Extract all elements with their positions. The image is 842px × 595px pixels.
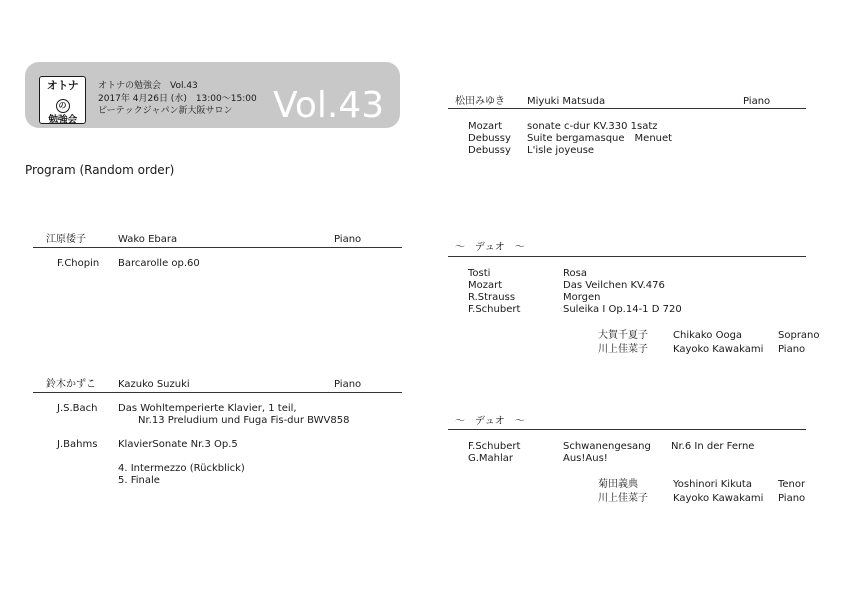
- piece-title: Schwanengesang: [563, 441, 651, 452]
- piece-title: Suleika I Op.14-1 D 720: [563, 304, 682, 315]
- section-divider: [448, 108, 806, 109]
- volume-number: Vol.43: [273, 85, 385, 126]
- performer-instrument: Piano: [334, 234, 362, 245]
- composer: F.Schubert: [468, 441, 521, 452]
- performer-name-jp: 菊田義典: [598, 479, 638, 490]
- composer: F.Schubert: [468, 304, 521, 315]
- composer: G.Mahlar: [468, 453, 514, 464]
- event-date: 2017年 4月26日 (水) 13:00～15:00: [98, 93, 257, 104]
- performer-name-en: Chikako Ooga: [673, 330, 743, 341]
- piece-title: Das Wohltemperierte Klavier, 1 teil,: [118, 403, 297, 414]
- piece-detail: Nr.6 In der Ferne: [671, 441, 755, 452]
- logo-text-3: 勉強会: [48, 115, 77, 126]
- performer-name-jp: 川上佳菜子: [598, 493, 648, 504]
- piece-title: Aus!Aus!: [563, 453, 608, 464]
- movement: 4. Intermezzo (Rückblick): [118, 463, 245, 474]
- performer-name-en: Wako Ebara: [118, 234, 178, 245]
- composer: Mozart: [468, 121, 503, 132]
- performer-name-jp: 鈴木かずこ: [46, 379, 96, 390]
- piece-detail: Nr.13 Preludium und Fuga Fis-dur BWV858: [138, 415, 350, 426]
- composer: Mozart: [468, 280, 503, 291]
- duo-heading: ～ デュオ ～: [455, 416, 525, 427]
- duo-heading: ～ デュオ ～: [455, 242, 525, 253]
- composer: Debussy: [468, 145, 511, 156]
- composer: Debussy: [468, 133, 511, 144]
- performer-part: Piano: [778, 344, 806, 355]
- header-banner: [25, 62, 400, 128]
- performer-name-en: Miyuki Matsuda: [527, 96, 606, 107]
- section-divider: [33, 247, 402, 248]
- piece-title: KlavierSonate Nr.3 Op.5: [118, 439, 238, 450]
- performer-part: Soprano: [778, 330, 820, 341]
- event-name: オトナの勉強会 Vol.43: [98, 81, 198, 91]
- performer-name-en: Kayoko Kawakami: [673, 344, 764, 355]
- piece-title: sonate c-dur KV.330 1satz: [527, 121, 658, 132]
- movement: 5. Finale: [118, 475, 160, 486]
- performer-name-en: Yoshinori Kikuta: [673, 479, 752, 490]
- performer-name-en: Kayoko Kawakami: [673, 493, 764, 504]
- piece-title: Das Veilchen KV.476: [563, 280, 665, 291]
- logo-text-1: オトナ: [46, 79, 79, 92]
- piece-title: Suite bergamasque Menuet: [527, 133, 673, 144]
- performer-name-jp: 大賀千夏子: [598, 330, 648, 341]
- otona-logo: [39, 76, 86, 124]
- section-divider: [448, 429, 806, 430]
- piece-title: L'isle joyeuse: [527, 145, 595, 156]
- performer-instrument: Piano: [334, 379, 362, 390]
- piece-title: Rosa: [563, 268, 587, 279]
- piece-title: Morgen: [563, 292, 601, 303]
- piece-title: Barcarolle op.60: [118, 258, 200, 269]
- performer-name-jp: 江原倭子: [46, 234, 86, 245]
- composer: J.Bahms: [57, 439, 98, 450]
- performer-name-jp: 松田みゆき: [455, 96, 505, 107]
- program-title: Program (Random order): [25, 163, 175, 177]
- composer: F.Chopin: [57, 258, 100, 269]
- composer: R.Strauss: [468, 292, 516, 303]
- performer-instrument: Piano: [743, 96, 771, 107]
- event-venue: ピーテックジャパン新大阪サロン: [98, 106, 233, 116]
- performer-part: Piano: [778, 493, 806, 504]
- performer-name-jp: 川上佳菜子: [598, 344, 648, 355]
- composer: J.S.Bach: [57, 403, 98, 414]
- section-divider: [33, 392, 402, 393]
- performer-part: Tenor: [778, 479, 806, 490]
- section-divider: [448, 256, 806, 257]
- performer-name-en: Kazuko Suzuki: [118, 379, 190, 390]
- composer: Tosti: [468, 268, 491, 279]
- logo-text-2: の: [56, 99, 70, 113]
- event-info: [98, 80, 257, 118]
